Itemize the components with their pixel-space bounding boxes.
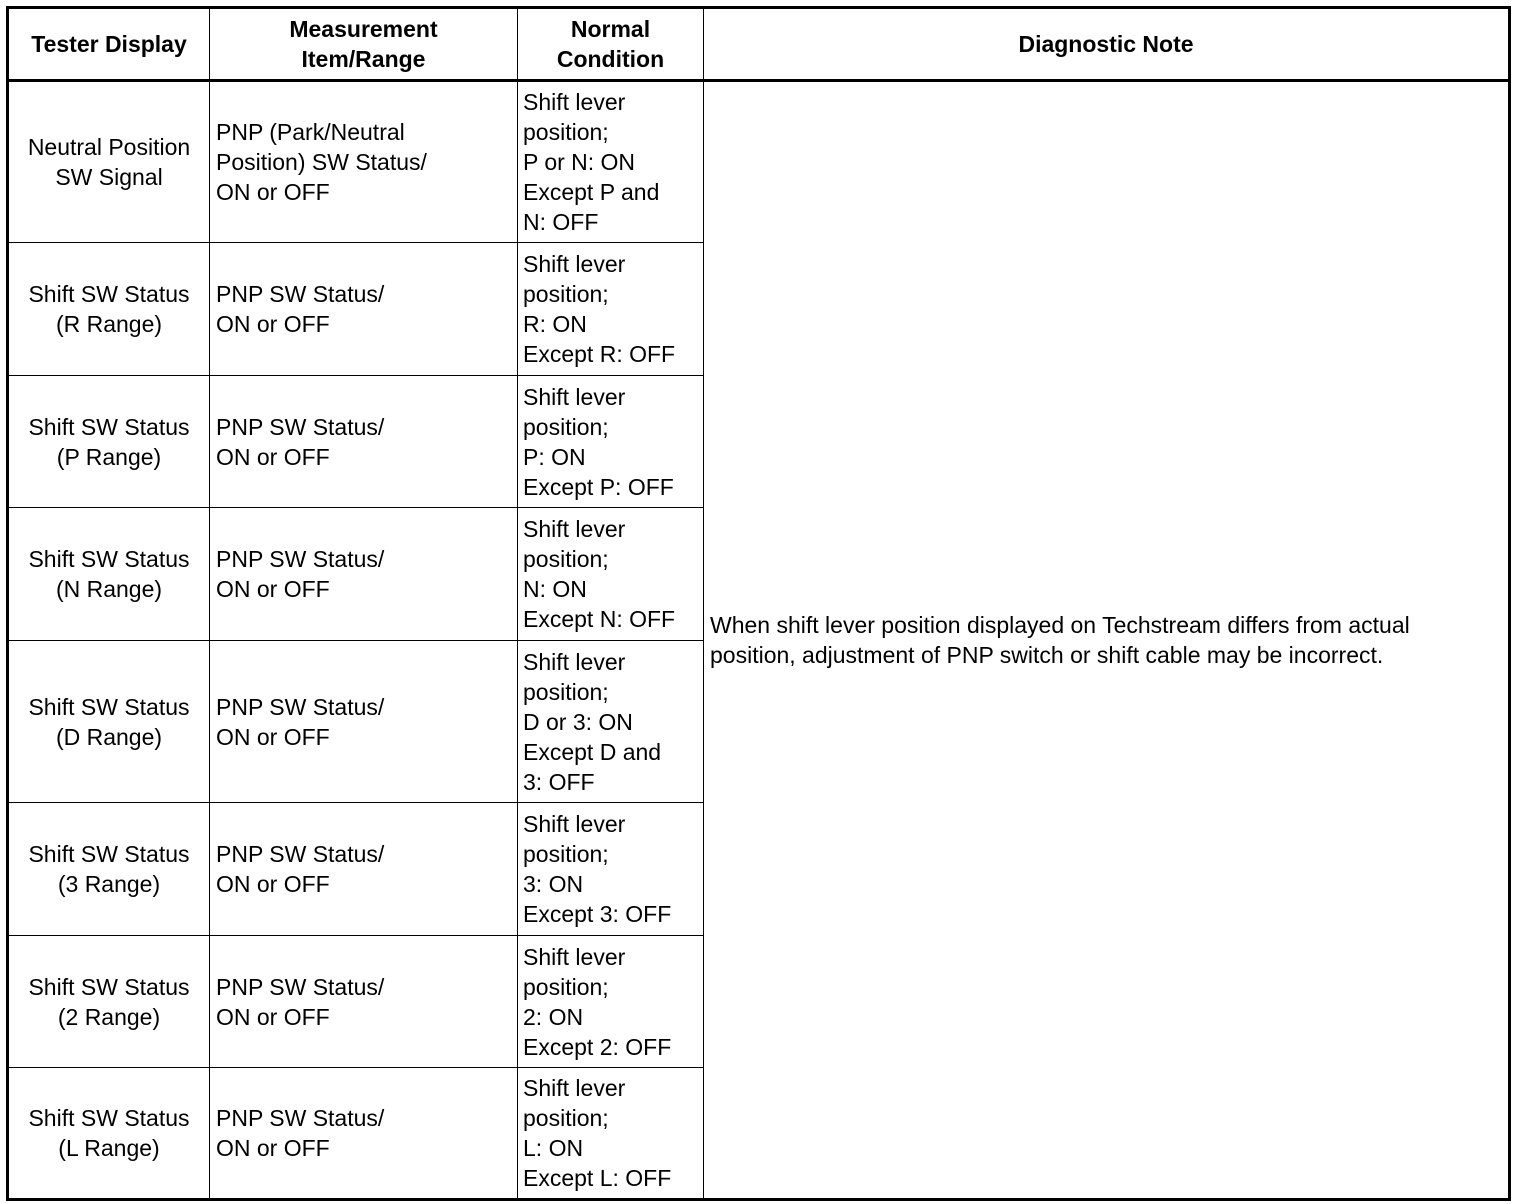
tester-display-cell	[8, 81, 210, 243]
measurement-cell	[210, 243, 518, 376]
cell-line: ON or OFF	[216, 871, 330, 897]
cell-line: Shift lever	[523, 943, 626, 970]
cell-line: position;	[523, 973, 609, 1000]
cell-line: ON or OFF	[216, 311, 330, 337]
cell-line: 3: ON	[523, 871, 584, 897]
header-diagnostic-note	[704, 8, 1510, 81]
cell-line: position;	[523, 413, 609, 440]
header-measurement-item	[210, 8, 518, 81]
cell-line: D or 3: ON	[523, 708, 633, 735]
cell-line: position;	[523, 119, 609, 145]
cell-line: Neutral Position	[27, 134, 191, 160]
cell-line: ON or OFF	[216, 1003, 330, 1030]
header-measurement-line: Item/Range	[301, 46, 426, 72]
cell-line: N: OFF	[523, 209, 599, 235]
cell-line: Shift lever	[523, 516, 626, 542]
cell-line: Shift lever	[523, 648, 626, 675]
measurement-cell	[210, 1068, 518, 1200]
cell-line: position;	[523, 678, 609, 705]
cell-line: PNP SW Status/	[216, 413, 385, 440]
cell-line: Except L: OFF	[523, 1165, 672, 1191]
cell-line: position;	[523, 546, 609, 572]
cell-line: Except N: OFF	[523, 606, 676, 632]
cell-line: Shift lever	[523, 89, 626, 115]
diagnostic-note-line: position, adjustment of PNP switch or shift cable may be incorrect.	[710, 642, 1384, 668]
cell-line: Shift SW Status	[28, 973, 190, 1000]
header-normal-condition	[518, 8, 704, 81]
normal-condition-cell	[518, 243, 704, 376]
cell-line: SW Signal	[55, 164, 163, 190]
header-condition-line: Normal	[570, 16, 651, 42]
data-list-table	[6, 6, 1511, 1201]
cell-line: 3: OFF	[523, 768, 595, 795]
cell-line: Except 3: OFF	[523, 901, 672, 927]
cell-line: Shift SW Status	[28, 413, 190, 440]
header-row	[8, 8, 1510, 81]
cell-line: R: ON	[523, 311, 587, 337]
cell-line: Except D and	[523, 738, 662, 765]
cell-line: (2 Range)	[57, 1003, 161, 1030]
cell-line: Shift SW Status	[28, 281, 190, 307]
header-tester-display	[8, 8, 210, 81]
cell-line: Except 2: OFF	[523, 1033, 672, 1060]
cell-line: Shift SW Status	[28, 1105, 190, 1131]
measurement-cell	[210, 936, 518, 1068]
normal-condition-cell	[518, 641, 704, 803]
cell-line: ON or OFF	[216, 1135, 330, 1161]
measurement-cell	[210, 508, 518, 641]
cell-line: Except P and	[523, 179, 660, 205]
cell-line: position;	[523, 281, 609, 307]
measurement-cell	[210, 81, 518, 243]
cell-line: Shift SW Status	[28, 841, 190, 867]
cell-line: PNP SW Status/	[216, 281, 385, 307]
normal-condition-cell	[518, 508, 704, 641]
cell-line: position;	[523, 841, 609, 867]
cell-line: PNP SW Status/	[216, 693, 385, 720]
header-measurement-line: Measurement	[289, 16, 438, 42]
cell-line: Shift lever	[523, 383, 626, 410]
cell-line: Shift SW Status	[28, 546, 190, 572]
measurement-cell	[210, 641, 518, 803]
normal-condition-cell	[518, 1068, 704, 1200]
header-diagnostic-note-text: Diagnostic Note	[1018, 31, 1194, 57]
data-list-table-container	[6, 6, 1508, 1198]
cell-line: P: ON	[523, 443, 586, 470]
cell-line: (3 Range)	[57, 871, 161, 897]
normal-condition-cell	[518, 803, 704, 936]
cell-line: position;	[523, 1105, 609, 1131]
cell-line: ON or OFF	[216, 576, 330, 602]
cell-line: (L Range)	[58, 1135, 160, 1161]
measurement-cell	[210, 803, 518, 936]
cell-line: P or N: ON	[523, 149, 636, 175]
cell-line: PNP SW Status/	[216, 1105, 385, 1131]
normal-condition-cell	[518, 936, 704, 1068]
header-tester-display-text: Tester Display	[31, 31, 187, 57]
tester-display-cell	[8, 641, 210, 803]
tester-display-cell	[8, 508, 210, 641]
tester-display-cell	[8, 1068, 210, 1200]
cell-line: PNP SW Status/	[216, 546, 385, 572]
cell-line: (P Range)	[56, 443, 162, 470]
header-condition-line: Condition	[556, 46, 665, 72]
measurement-cell	[210, 376, 518, 508]
cell-line: Shift lever	[523, 811, 626, 837]
cell-line: ON or OFF	[216, 443, 330, 470]
cell-line: Shift lever	[523, 251, 626, 277]
cell-line: N: ON	[523, 576, 587, 602]
cell-line: Position) SW Status/	[216, 149, 427, 175]
cell-line: L: ON	[523, 1135, 584, 1161]
cell-line: 2: ON	[523, 1003, 584, 1030]
cell-line: Shift SW Status	[28, 693, 190, 720]
diagnostic-note-cell	[704, 81, 1510, 1200]
cell-line: Except P: OFF	[523, 473, 674, 500]
cell-line: PNP (Park/Neutral	[216, 119, 405, 145]
cell-line: PNP SW Status/	[216, 973, 385, 1000]
diagnostic-note-line: When shift lever position displayed on Techstream differs from actual	[710, 612, 1410, 638]
cell-line: Except R: OFF	[523, 341, 676, 367]
table-row	[8, 81, 1510, 243]
cell-line: PNP SW Status/	[216, 841, 385, 867]
cell-line: (D Range)	[55, 723, 163, 750]
cell-line: (R Range)	[55, 311, 163, 337]
cell-line: ON or OFF	[216, 723, 330, 750]
normal-condition-cell	[518, 81, 704, 243]
cell-line: (N Range)	[55, 576, 163, 602]
cell-line: Shift lever	[523, 1075, 626, 1101]
tester-display-cell	[8, 936, 210, 1068]
tester-display-cell	[8, 376, 210, 508]
cell-line: ON or OFF	[216, 179, 330, 205]
tester-display-cell	[8, 243, 210, 376]
normal-condition-cell	[518, 376, 704, 508]
tester-display-cell	[8, 803, 210, 936]
